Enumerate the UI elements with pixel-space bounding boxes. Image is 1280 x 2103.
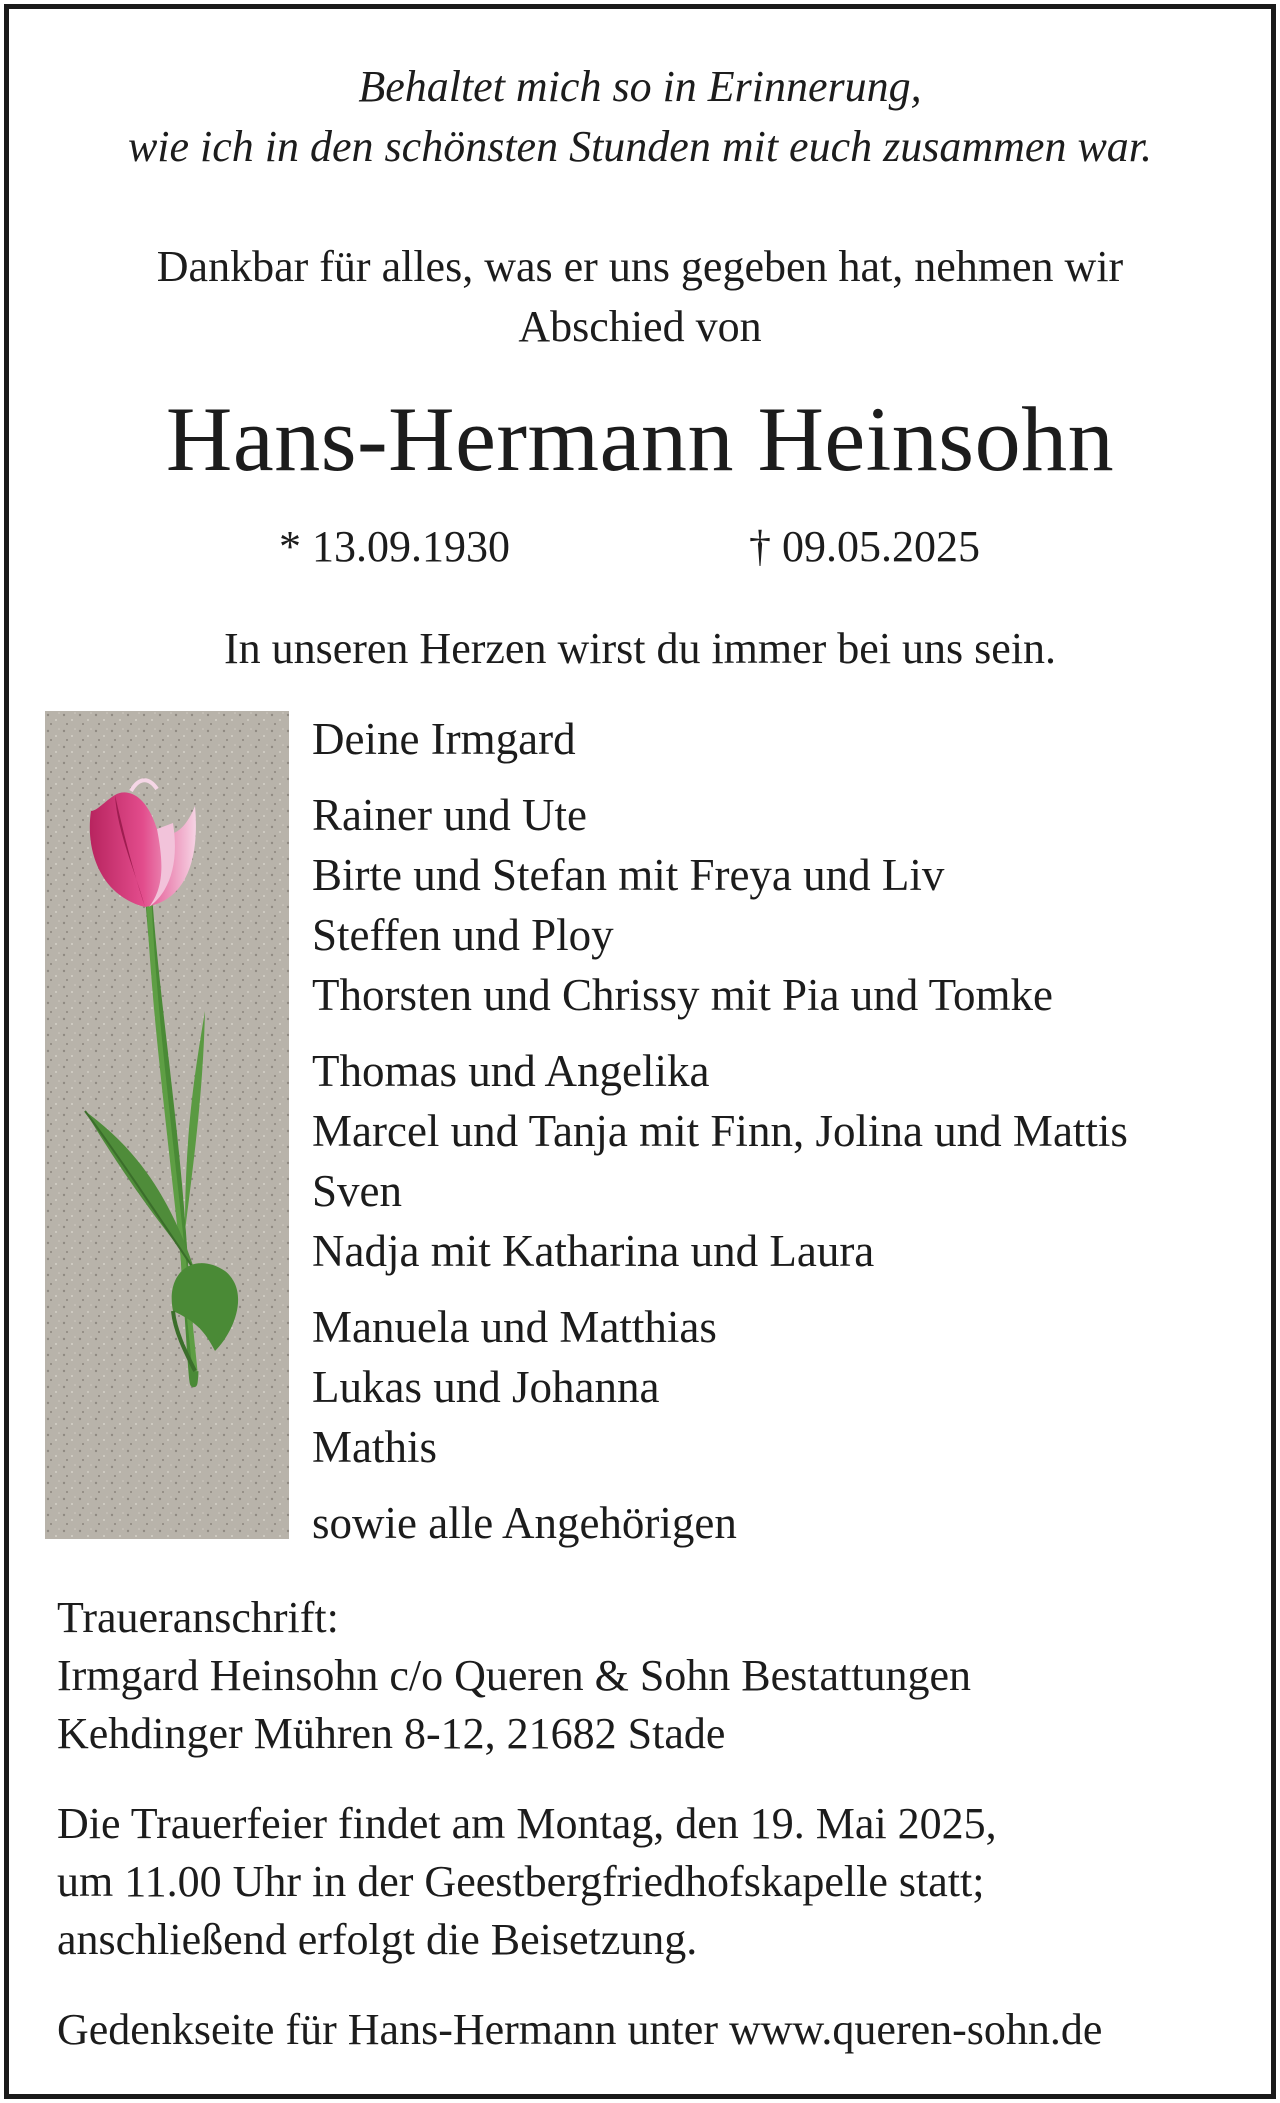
death-date: † 09.05.2025 (749, 522, 980, 571)
mourner-group (312, 1493, 1128, 1553)
mourner-line: sowie alle Angehörigen (312, 1498, 737, 1548)
mourner-group (312, 1297, 1128, 1477)
service-line-1: Die Trauerfeier findet am Montag, den 19. Mai 2025, (57, 1799, 997, 1848)
mourner-line: Steffen und Ploy (312, 910, 614, 960)
birth-date: * 13.09.1930 (279, 522, 510, 571)
tagline: In unseren Herzen wirst du immer bei uns sein. (223, 624, 1057, 673)
mourning-address (57, 1589, 971, 1763)
intro-text (9, 237, 1271, 357)
mourner-line: Manuela und Matthias (312, 1302, 717, 1352)
mourner-line: Nadja mit Katharina und Laura (312, 1226, 875, 1276)
obituary-notice (4, 4, 1276, 2099)
service-line-2: um 11.00 Uhr in der Geestbergfriedhofskapelle statt; (57, 1857, 985, 1906)
mourner-group (312, 785, 1128, 1025)
mourner-line: Marcel und Tanja mit Finn, Jolina und Mattis (312, 1106, 1128, 1156)
mourner-group (312, 709, 1128, 769)
mourner-line: Thomas und Angelika (312, 1046, 710, 1096)
address-line-2: Kehdinger Mühren 8-12, 21682 Stade (57, 1709, 726, 1758)
memorial-page-link[interactable]: Gedenkseite für Hans-Hermann unter www.queren-sohn.de (57, 2005, 1103, 2054)
mourner-line: Lukas und Johanna (312, 1362, 660, 1412)
address-line-1: Irmgard Heinsohn c/o Queren & Sohn Bestattungen (57, 1651, 972, 1700)
tulip-photo-icon (45, 711, 289, 1539)
mourners-list (312, 709, 1128, 1569)
address-label: Traueranschrift: (57, 1593, 339, 1642)
service-line-3: anschließend erfolgt die Beisetzung. (57, 1915, 698, 1964)
mourner-line: Birte und Stefan mit Freya und Liv (312, 850, 945, 900)
mourner-line: Sven (312, 1166, 402, 1216)
mourner-line: Mathis (312, 1422, 438, 1472)
mourner-line: Rainer und Ute (312, 790, 587, 840)
intro-line-2: Abschied von (518, 302, 762, 351)
mourner-line: Deine Irmgard (312, 714, 576, 764)
mourner-line: Thorsten und Chrissy mit Pia und Tomke (312, 970, 1054, 1020)
motto-line-2: wie ich in den schönsten Stunden mit euch zusammen war. (127, 122, 1153, 171)
motto (9, 57, 1271, 177)
intro-line-1: Dankbar für alles, was er uns gegeben hat, nehmen wir (156, 242, 1124, 291)
deceased-name: Hans-Hermann Heinsohn (165, 388, 1115, 490)
mourner-group (312, 1041, 1128, 1281)
motto-line-1: Behaltet mich so in Erinnerung, (358, 62, 922, 111)
funeral-service-info (57, 1795, 997, 1969)
